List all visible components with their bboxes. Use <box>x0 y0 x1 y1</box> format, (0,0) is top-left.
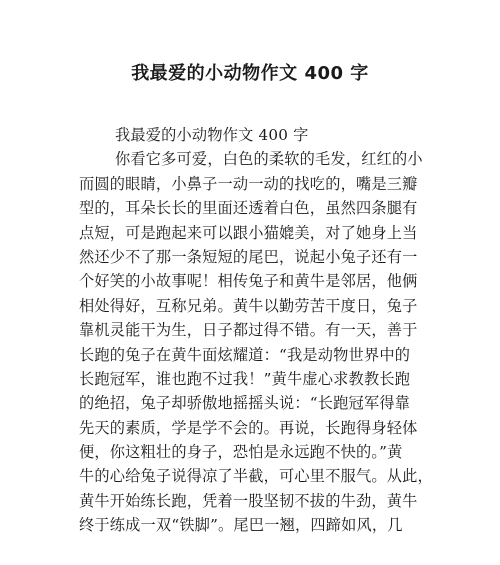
body-line: 牛的心给兔子说得凉了半截，可心里不服气。从此， <box>79 467 433 486</box>
body-line: 先天的素质，学是学不会的。再说，长跑得身轻体 <box>79 418 418 437</box>
body-line: 点短，可是跑起来可以跟小猫媲美，对了她身上当 <box>79 223 418 242</box>
body-line: 便，你这粗壮的身子，恐怕是永远跑不快的。”黄 <box>79 443 403 462</box>
body-line: 而圆的眼睛，小鼻子一动一动的找吃的，嘴是三瓣 <box>79 174 418 193</box>
body-line: 长跑的兔子在黄牛面炫耀道：“我是动物世界中的 <box>79 345 411 364</box>
body-line: 的绝招，兔子却骄傲地摇摇头说：“长跑冠军得靠 <box>79 394 411 413</box>
body-line: 你看它多可爱，白色的柔软的毛发，红红的小 <box>115 150 423 169</box>
body-line: 型的，耳朵长长的里面还透着白色，虽然四条腿有 <box>79 199 418 218</box>
document-body <box>79 123 433 538</box>
document-title: 我最爱的小动物作文 400 字 <box>131 63 369 84</box>
body-line: 个好笑的小故事呢！相传兔子和黄牛是邻居，他俩 <box>79 272 418 291</box>
body-line: 靠机灵能干为生，日子都过得不错。有一天，善于 <box>79 321 418 340</box>
body-line: 黄牛开始练长跑，凭着一股坚韧不拔的牛劲，黄牛 <box>79 491 418 510</box>
body-line: 相处得好，互称兄弟。黄牛以勤劳苦干度日，兔子 <box>79 296 418 315</box>
body-subtitle-line: 我最爱的小动物作文 400 字 <box>115 126 309 144</box>
body-line: 终于练成一双“铁脚”。尾巴一翘，四蹄如风，几 <box>79 516 403 535</box>
body-line: 长跑冠军，谁也跑不过我！”黄牛虚心求教教长跑 <box>79 369 411 388</box>
body-line: 然还少不了那一条短短的尾巴，说起小兔子还有一 <box>79 247 418 266</box>
